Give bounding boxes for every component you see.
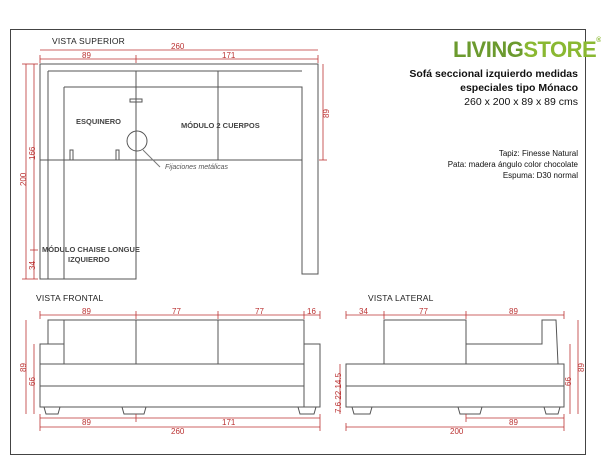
spec-foam: Espuma: D30 normal xyxy=(502,171,578,180)
part-chaise-line1: MÓDULO CHAISE LONGUE xyxy=(42,245,140,254)
logo-registered-mark: ® xyxy=(596,37,601,44)
side-dim-bottom-right: 89 xyxy=(509,418,518,427)
fixation-note: Fijaciones metálicas xyxy=(165,164,229,171)
side-dim-height: 89 xyxy=(577,363,586,372)
logo-text-living: LIVING xyxy=(453,37,524,62)
side-module xyxy=(384,320,466,364)
spec-legs: Pata: madera ángulo color chocolate xyxy=(447,160,578,169)
front-dim-height: 89 xyxy=(19,363,28,372)
part-chaise-line2: IZQUIERDO xyxy=(68,255,110,264)
top-dim-left-upper: 166 xyxy=(28,146,37,160)
product-title-line2: especiales tipo Mónaco xyxy=(460,82,578,94)
top-dim-total: 260 xyxy=(171,42,185,51)
side-dim-top-3: 89 xyxy=(509,307,518,316)
front-dim-top-3: 77 xyxy=(255,307,264,316)
brand-logo xyxy=(453,37,601,63)
front-dim-top-2: 77 xyxy=(172,307,181,316)
side-view-title: VISTA LATERAL xyxy=(368,293,434,303)
top-dim-left-total: 200 xyxy=(19,172,28,186)
top-dim-right-depth: 89 xyxy=(322,109,331,118)
front-view-drawing xyxy=(40,320,320,414)
front-dim-bottom-right: 171 xyxy=(222,418,236,427)
logo-text-store: STORE xyxy=(523,37,597,62)
part-corner: ESQUINERO xyxy=(76,117,122,126)
front-dim-top-4: 16 xyxy=(307,307,316,316)
product-title-line1: Sofá seccional izquierdo medidas xyxy=(409,68,578,80)
front-arm xyxy=(304,344,320,407)
side-dim-top-2: 77 xyxy=(419,307,428,316)
front-dim-bottom-left: 89 xyxy=(82,418,91,427)
top-dim-left-lower: 34 xyxy=(28,261,37,270)
side-arm xyxy=(466,320,558,364)
side-dim-left-stack: 7.6 22 14.5 xyxy=(334,372,343,413)
front-dim-bottom-total: 260 xyxy=(171,427,185,436)
part-module: MÓDULO 2 CUERPOS xyxy=(181,121,260,130)
front-dim-seat: 66 xyxy=(28,377,37,386)
side-dim-seat: 66 xyxy=(564,377,573,386)
front-view-title: VISTA FRONTAL xyxy=(36,293,104,303)
product-dimensions: 260 x 200 x 89 x 89 cms xyxy=(464,96,578,108)
side-dim-bottom-total: 200 xyxy=(450,427,464,436)
top-dim-right: 171 xyxy=(222,51,236,60)
top-view-title: VISTA SUPERIOR xyxy=(52,36,126,46)
front-dim-top-1: 89 xyxy=(82,307,91,316)
side-dim-top-1: 34 xyxy=(359,307,368,316)
side-view-drawing xyxy=(346,320,564,414)
spec-upholstery: Tapiz: Finesse Natural xyxy=(498,149,578,158)
top-dim-left: 89 xyxy=(82,51,91,60)
